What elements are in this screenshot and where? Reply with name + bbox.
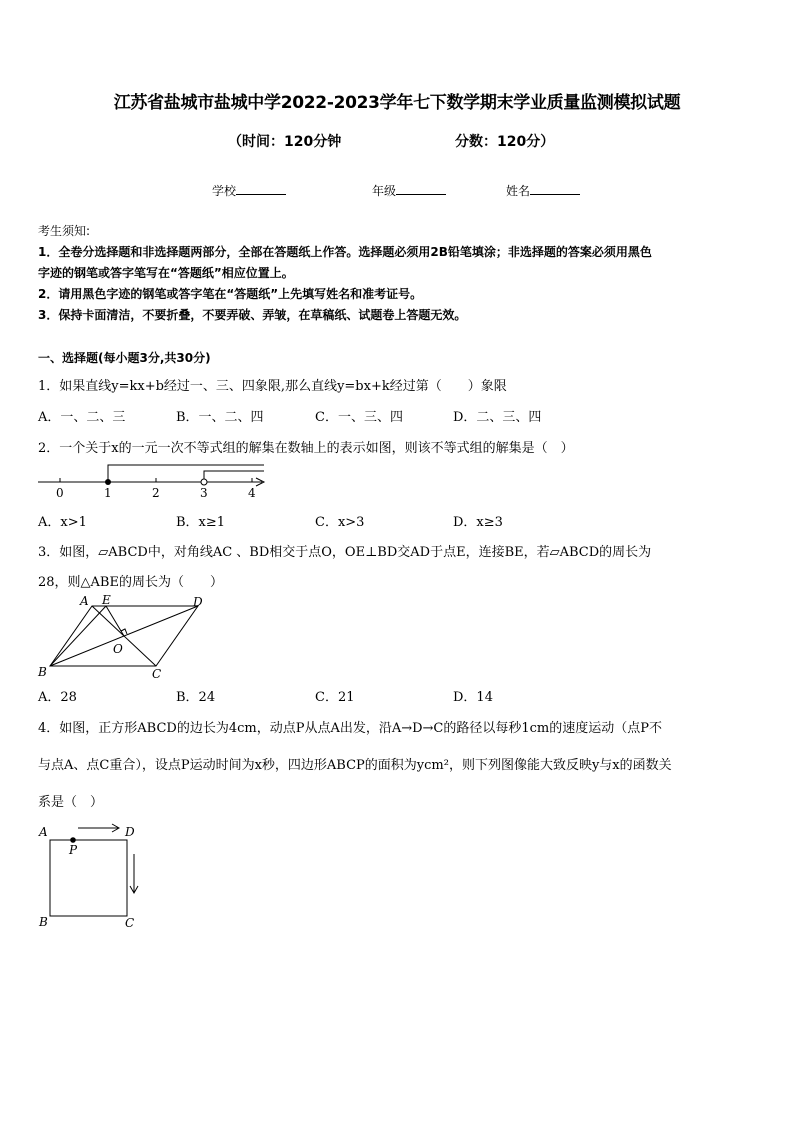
q2-option-a[interactable]: A．x>1 [38,515,87,530]
square-abcd [50,840,127,916]
segment-be [50,606,106,666]
school-label: 学校 [212,184,237,198]
q4-stem-line3: 系是（ ） [38,795,104,810]
q2-option-b[interactable]: B．x≥1 [176,515,226,530]
label-a: A [39,825,48,839]
open-point-3 [201,479,207,485]
q2-option-c[interactable]: C．x>3 [315,515,365,530]
time-label: （时间：120分钟 [228,134,342,150]
square-figure [36,820,146,932]
label-o: O [113,642,123,656]
q3-stem-line2: 28，则△ABE的周长为（ ） [38,575,223,590]
label-b: B [38,665,47,679]
label-d: D [125,825,135,839]
ray-from-3 [204,471,264,482]
q3-option-c[interactable]: C．21 [315,690,355,705]
score-label: 分数：120分） [455,134,555,150]
tick-label-3: 3 [200,486,208,500]
notes-item: 3．保持卡面清洁，不要折叠，不要弄破、弄皱，在草稿纸、试题卷上答题无效。 [38,308,467,322]
name-label: 姓名 [506,184,531,198]
name-field[interactable] [506,182,580,199]
candidate-notes [38,221,758,326]
point-p [70,837,76,843]
tick-label-0: 0 [56,486,64,500]
notes-item: 1．全卷分选择题和非选择题两部分，全部在答题纸上作答。选择题必须用2B铅笔填涂；非选择题的答案必须用黑色 [38,245,652,259]
grade-blank[interactable] [396,182,446,195]
name-blank[interactable] [530,182,580,195]
exam-title: 江苏省盐城市盐城中学2022-2023学年七下数学期末学业质量监测模拟试题 [113,93,681,113]
label-e: E [102,594,111,607]
section-heading: 一、选择题(每小题3分,共30分) [38,351,211,365]
label-a: A [80,594,89,608]
notes-item: 字迹的钢笔或答字笔写在“答题纸”相应位置上。 [38,266,294,280]
tick-label-1: 1 [104,486,112,500]
school-field[interactable] [212,182,286,199]
q1-stem: 1．如果直线y=kx+b经过一、三、四象限,那么直线y=bx+k经过第（ ）象限 [38,379,507,394]
label-b: B [39,915,48,929]
q4-stem-line2: 与点A、点C重合），设点P运动时间为x秒，四边形ABCP的面积为ycm²，则下列图像能大致反映y与x的函数关 [38,758,672,773]
ray-from-1 [108,465,264,482]
q1-option-a[interactable]: A．一、二、三 [38,410,126,425]
q3-option-a[interactable]: A．28 [38,690,77,705]
parallelogram-figure [36,594,216,684]
label-c: C [152,667,162,681]
q2-option-d[interactable]: D．x≥3 [453,515,503,530]
q1-option-d[interactable]: D．二、三、四 [453,410,542,425]
grade-label: 年级 [372,184,397,198]
tick-label-2: 2 [152,486,160,500]
q1-option-b[interactable]: B．一、二、四 [176,410,264,425]
q3-option-d[interactable]: D．14 [453,690,493,705]
q3-stem-line1: 3．如图，▱ABCD中，对角线AC 、BD相交于点O，OE⊥BD交AD于点E，连接BE，若▱ABCD的周长为 [38,545,652,560]
number-line-figure [36,460,272,504]
q1-option-c[interactable]: C．一、三、四 [315,410,403,425]
label-d: D [193,595,203,609]
q2-stem: 2．一个关于x的一元一次不等式组的解集在数轴上的表示如图，则该不等式组的解集是（ ） [38,441,574,456]
label-p: P [69,843,78,857]
q4-stem-line1: 4．如图，正方形ABCD的边长为4cm，动点P从点A出发，沿A→D→C的路径以每秒1cm的速度运动（点P不 [38,721,663,736]
school-blank[interactable] [236,182,286,195]
tick-label-4: 4 [248,486,256,500]
label-c: C [125,916,135,930]
closed-point-1 [105,479,111,485]
q3-option-b[interactable]: B．24 [176,690,216,705]
notes-item: 2．请用黑色字迹的钢笔或答字笔在“答题纸”上先填写姓名和准考证号。 [38,287,423,301]
grade-field[interactable] [372,182,446,199]
notes-heading: 考生须知: [38,224,91,238]
